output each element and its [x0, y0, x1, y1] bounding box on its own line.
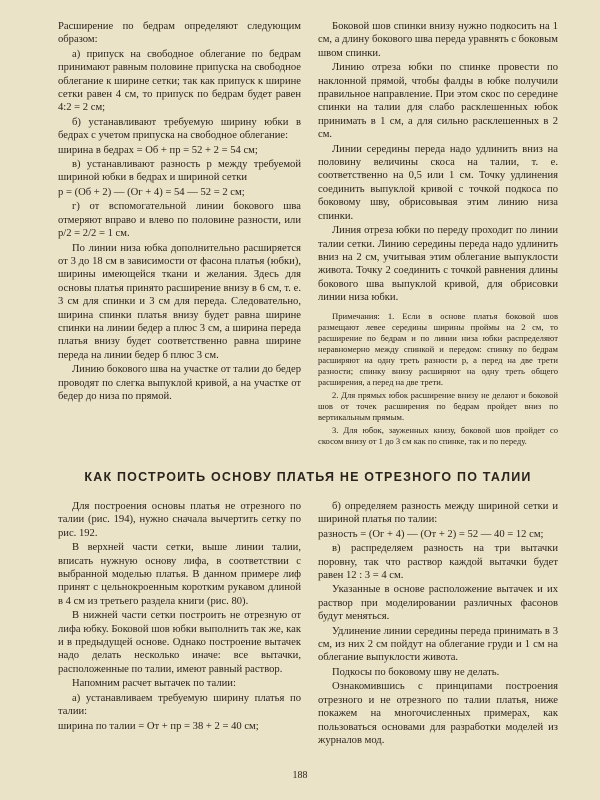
formula: ширина в бедрах = Об + пр = 52 + 2 = 54 см;	[58, 144, 258, 156]
column-top-right	[318, 20, 558, 449]
column-top-left	[58, 20, 301, 404]
note: 2. Для прямых юбок расширение внизу не делают и боковой шов от точек расширения по бедрам пройдет вниз по вертикальным прямым.	[318, 389, 558, 422]
paragraph: в) устанавливают разность р между требуемой шириной юбки в бедрах и шириной сетки	[58, 159, 301, 184]
paragraph: По линии низа юбка дополнительно расширяется от 3 до 18 см в зависимости от фасона платья (юбки), ширины имеющейся ткани и желания. Здесь для основы платья принято расширение внизу в 6 см, т. е. 3 см для спинки и 3 см для переда. Следовательно, ширина спинки платья внизу будет равна ширине спинки на линии бедер а плюс 3 см, а ширина переда платья внизу будет соответственно равна ширине переда на линии бедер б плюс 3 см.	[58, 242, 301, 361]
paragraph: а) припуск на свободное облегание по бедрам принимают равным половине припуска на свободное облегание к ширине сетки; так как припуск к ширине сетки равен 4 см, то припуск по бедрам будет равен 4:2 = 2 см;	[58, 48, 301, 114]
paragraph: г) от вспомогательной линии бокового шва отмеряют вправо и влево по половине разности, или р/2 = 2/2 = 1 см.	[58, 201, 301, 240]
paragraph: Боковой шов спинки внизу нужно подкосить на 1 см, а длину бокового шва переда уравнять с боковым швом спинки.	[318, 21, 558, 59]
paragraph: В верхней части сетки, выше линии талии, вписать нужную основу лифа, в соответствии с выбранной моделью платья. В данном примере лиф принят с цельнокроенным коротким рукавом длиной в 4 см из третьего раздела книги (рис. 80).	[58, 542, 301, 607]
paragraph: В нижней части сетки построить не отрезную от лифа юбку. Боковой шов юбки выполнить так же, как и в предыдущей основе. Однако построение вытачек надо делать несколько иначе: все вытачки, расположенные по талии, имеют равный раствор.	[58, 610, 301, 675]
section-heading: КАК ПОСТРОИТЬ ОСНОВУ ПЛАТЬЯ НЕ ОТРЕЗНОГО ПО ТАЛИИ	[84, 470, 532, 484]
paragraph: Расширение по бедрам определяют следующим образом:	[58, 21, 301, 46]
paragraph: в) распределяем разность на три вытачки поровну, так что раствор каждой вытачки будет равен 12 : 3 = 4 см.	[318, 543, 558, 582]
page-number: 188	[292, 770, 308, 781]
column-bottom-left	[58, 500, 301, 734]
formula: ширина по талии = От + пр = 38 + 2 = 40 см;	[58, 720, 259, 732]
footnotes	[318, 311, 558, 447]
formula: р = (Об + 2) — (Ог + 4) = 54 — 52 = 2 см;	[58, 186, 245, 198]
paragraph: Для построения основы платья не отрезного по талии (рис. 194), нужно сначала вычертить сетку по рис. 192.	[58, 501, 301, 539]
paragraph: б) определяем разность между шириной сетки и шириной платья по талии:	[318, 501, 558, 526]
paragraph: Напомним расчет вытачек по талии:	[72, 678, 236, 690]
column-bottom-right	[318, 500, 558, 748]
note: Примечания: 1. Если в основе платья боковой шов размещают левее середины ширины проймы на 2 см, то расширение по бедрам и по линии низа юбки распределяют неравномерно между спинкой и передом: спинку по бедрам расширяют на одну треть разности р, а перед на две трети разности; спинку внизу расширяют на одну треть общего расширения, а перед на две трети.	[318, 310, 558, 387]
paragraph: б) устанавливают требуемую ширину юбки в бедрах с учетом припуска на свободное облегание:	[58, 116, 301, 142]
paragraph: Линии середины переда надо удлинить вниз на половину величины скоса на талии, т. е. соответственно на 0,5 или 1 см. Точку удлинения соединить выпуклой кривой с точкой подкоса по боковому шву, обрисовывая этим линию низа спинки.	[318, 143, 558, 222]
paragraph: Удлинение линии середины переда принимать в 3 см, из них 2 см пойдут на облегание груди и 1 см на облегание выпуклости живота.	[318, 625, 558, 664]
paragraph: Линия отреза юбки по переду проходит по линии талии сетки. Линию середины переда надо удлинить вниз на 2 см, учитывая этим облегание выпуклости живота. Точку 2 соединить с точкой равнения длины бокового шва выпуклой кривой, для обрисовки линии низа юбки.	[318, 225, 558, 304]
paragraph: Подкосы по боковому шву не делать.	[332, 666, 500, 678]
paragraph: Указанные в основе расположение вытачек и их раствор при моделировании различных фасонов будут меняться.	[318, 584, 558, 623]
paragraph: Ознакомившись с принципами построения отрезного и не отрезного по талии платья, ниже покажем на многочисленных примерах, как пользоваться основами для разработки моделей из журналов мод.	[318, 681, 558, 746]
formula: разность = (Ог + 4) — (От + 2) = 52 — 40 = 12 см;	[318, 528, 544, 540]
note: 3. Для юбок, зауженных книзу, боковой шов пройдет со скосом внизу от 1 до 3 см как по спинке, так и по переду.	[318, 424, 558, 446]
paragraph: а) устанавливаем требуемую ширину платья по талии:	[58, 692, 301, 718]
paragraph: Линию отреза юбки по спинке провести по наклонной прямой, чтобы фалды в юбке получили правильное направление. При этом скос по середине спинки на талии для слабо расклешенных юбок принимать в 1 см, а для сильно расклешенных в 2 см.	[318, 62, 558, 141]
paragraph: Линию бокового шва на участке от талии до бедер проводят по слегка выпуклой кривой, а на участке от бедер до низа по прямой.	[58, 364, 301, 402]
